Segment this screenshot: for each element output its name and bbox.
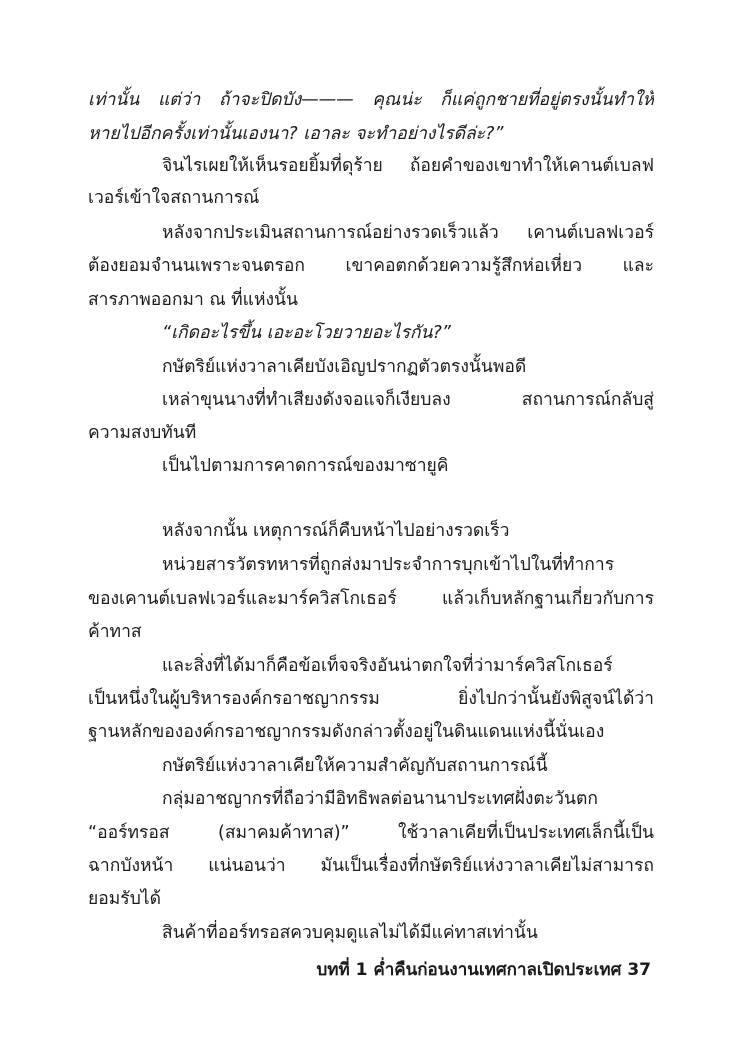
text-line: กลุ่มอาชญากรที่ถือว่ามีอิทธิพลต่อนานาประเทศฝั่งตะวันตก (162, 789, 598, 809)
text-line: สารภาพออกมา ณ ที่แห่งนั้น (88, 290, 298, 310)
page-footer: บทที่ 1 ค่ำคืนก่อนงานเทศกาลเปิดประเทศ 37 (316, 960, 651, 980)
text-line: ของเคานต์เบลฟเวอร์และมาร์ควิสโกเธอร์ แล้วเก็บหลักฐานเกี่ยวกับการ (88, 589, 654, 609)
text-line: ความสงบทันที (88, 423, 197, 443)
text-line: “เกิดอะไรขึ้น เอะอะโวยวายอะไรกัน?” (162, 323, 451, 343)
text-line: สินค้าที่ออร์ทรอสควบคุมดูแลไม่ได้มีแค่ทาสเท่านั้น (162, 923, 538, 943)
text-line: หายไปอีกครั้งเท่านั้นเองนา? เอาละ จะทำอย่างไรดีล่ะ?” (88, 124, 504, 144)
text-line: เวอร์เข้าใจสถานการณ์ (88, 188, 260, 208)
text-line: ค้าทาส (88, 622, 142, 642)
text-line: กษัตริย์แห่งวาลาเคียบังเอิญปรากฏตัวตรงนั้นพอดี (162, 357, 527, 377)
text-line: หน่วยสารวัตรทหารที่ถูกส่งมาประจำการบุกเข้าไปในที่ทำการ (162, 555, 615, 575)
text-line: และสิ่งที่ได้มาก็คือข้อเท็จจริงอันน่าตกใจที่ว่ามาร์ควิสโกเธอร์ (162, 656, 613, 676)
text-line: เป็นไปตามการคาดการณ์ของมาซายูคิ (162, 456, 449, 476)
text-line: ต้องยอมจำนนเพราะจนตรอก เขาคอตกด้วยความรู้สึกห่อเหี่ยว และ (88, 256, 654, 276)
text-line: กษัตริย์แห่งวาลาเคียให้ความสำคัญกับสถานการณ์นี้ (162, 756, 548, 776)
text-line: ยอมรับได้ (88, 889, 161, 909)
text-line: เป็นหนึ่งในผู้บริหารองค์กรอาชญากรรม ยิ่งไปกว่านั้นยังพิสูจน์ได้ว่า (88, 689, 654, 709)
text-line: หลังจากประเมินสถานการณ์อย่างรวดเร็วแล้ว เคานต์เบลฟเวอร์ (162, 223, 654, 243)
text-line: เหล่าขุนนางที่ทำเสียงดังจอแจก็เงียบลง สถานการณ์กลับสู่ (162, 390, 654, 410)
text-line: ฐานหลักขององค์กรอาชญากรรมดังกล่าวตั้งอยู่ในดินแดนแห่งนี้นั่นเอง (88, 722, 605, 742)
text-line: เท่านั้น แต่ว่า ถ้าจะปิดบัง——— คุณน่ะ ก็แค่ถูกชายที่อยู่ตรงนั้นทำให้ (88, 90, 654, 110)
text-line: “ออร์ทรอส (สมาคมค้าทาส)” ใช้วาลาเคียที่เป็นประเทศเล็กนี้เป็น (88, 823, 654, 843)
text-line: ฉากบังหน้า แน่นอนว่า มันเป็นเรื่องที่กษัตริย์แห่งวาลาเคียไม่สามารถ (88, 856, 654, 876)
text-line: หลังจากนั้น เหตุการณ์ก็คืบหน้าไปอย่างรวดเร็ว (162, 521, 510, 541)
text-line: จินไรเผยให้เห็นรอยยิ้มที่ดุร้าย ถ้อยคำของเขาทำให้เคานต์เบลฟ (162, 156, 654, 176)
